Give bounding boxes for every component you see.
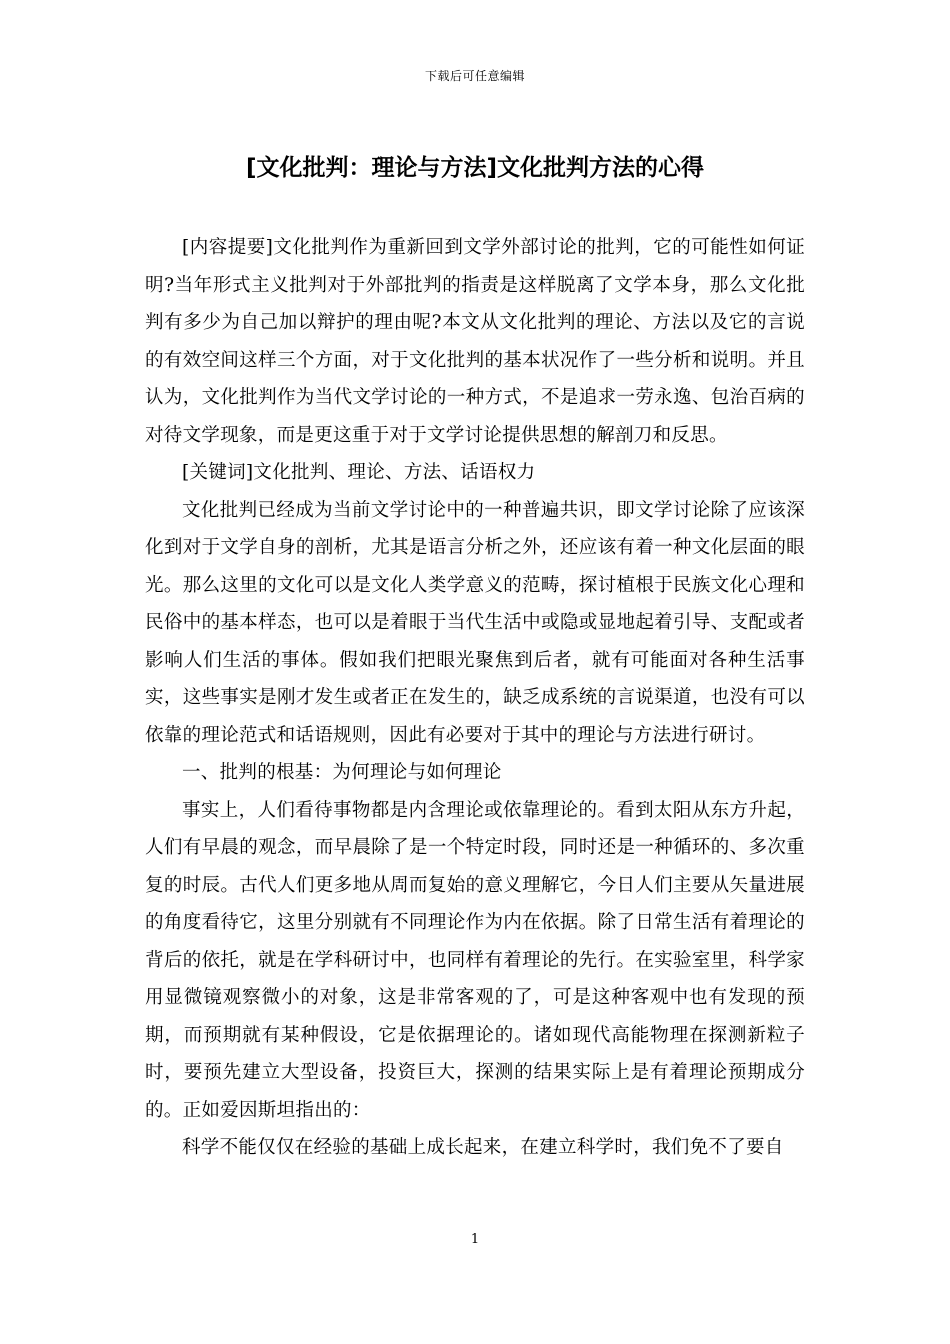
body-paragraph: 事实上，人们看待事物都是内含理论或依靠理论的。看到太阳从东方升起，人们有早晨的观念，而早晨除了是一个特定时段，同时还是一种循环的、多次重复的时辰。古代人们更多地从周而复始的意义理解它，今日人们主要从矢量进展的角度看待它，这里分别就有不同理论作为内在依据。除了日常生活有着理论的背后的依托，就是在学科研讨中，也同样有着理论的先行。在实验室里，科学家用显微镜观察微小的对象，这是非常客观的了，可是这种客观中也有发现的预期，而预期就有某种假设，它是依据理论的。诸如现代高能物理在探测新粒子时，要预先建立大型设备，投资巨大，探测的结果实际上是有着理论预期成分的。正如爱因斯坦指出的：	[145, 799, 805, 1121]
body-paragraph: 文化批判已经成为当前文学讨论中的一种普遍共识，即文学讨论除了应该深化到对于文学自身的剖析，尤其是语言分析之外，还应该有着一种文化层面的眼光。那么这里的文化可以是文化人类学意义的范畴，探讨植根于民族文化心理和民俗中的基本样态，也可以是着眼于当代生活中或隐或显地起着引导、支配或者影响人们生活的事体。假如我们把眼光聚焦到后者，就有可能面对各种生活事实，这些事实是刚才发生或者正在发生的，缺乏成系统的言说渠道，也没有可以依靠的理论范式和话语规则，因此有必要对于其中的理论与方法进行研讨。	[145, 499, 805, 746]
page-number: 1	[470, 1232, 480, 1247]
document-title: [文化批判：理论与方法]文化批判方法的心得	[245, 155, 705, 181]
header-note: 下载后可任意编辑	[424, 69, 525, 83]
document-body	[145, 229, 805, 1167]
keywords-paragraph: [关键词]文化批判、理论、方法、话语权力	[182, 462, 536, 483]
quote-paragraph: 科学不能仅仅在经验的基础上成长起来，在建立科学时，我们免不了要自	[182, 1137, 784, 1158]
abstract-paragraph: [内容提要]文化批判作为重新回到文学外部讨论的批判，它的可能性如何证明?当年形式主义批判对于外部批判的指责是这样脱离了文学本身，那么文化批判有多少为自己加以辩护的理由呢?本文从文化批判的理论、方法以及它的言说的有效空间这样三个方面，对于文化批判的基本状况作了一些分析和说明。并且认为，文化批判作为当代文学讨论的一种方式，不是追求一劳永逸、包治百病的对待文学现象，而是更这重于对于文学讨论提供思想的解剖刀和反思。	[145, 237, 805, 446]
section-heading: 一、批判的根基：为何理论与如何理论	[182, 762, 502, 783]
